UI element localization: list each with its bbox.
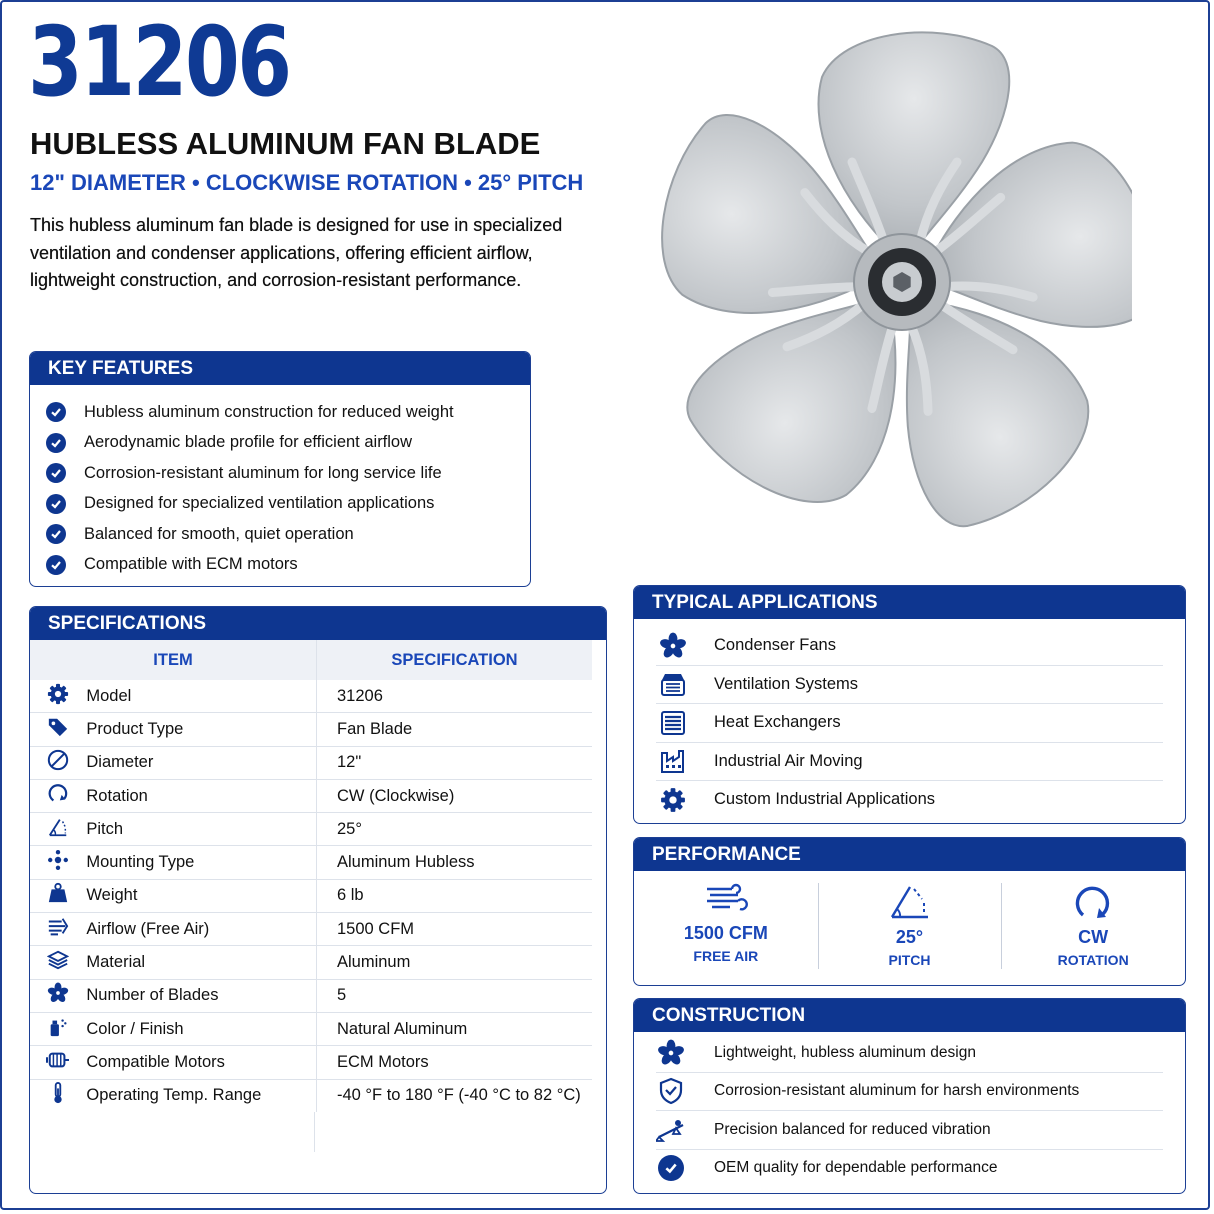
- rotation-icon: [47, 783, 69, 805]
- table-row: Rotation CW (Clockwise): [30, 779, 592, 812]
- col-header-specification: SPECIFICATION: [317, 640, 593, 680]
- motor-icon: [46, 1049, 70, 1071]
- list-item: Custom Industrial Applications: [656, 781, 1163, 819]
- performance-rotation: CW ROTATION: [1001, 871, 1185, 985]
- check-icon: [46, 433, 66, 453]
- check-icon: [658, 1155, 684, 1181]
- table-row: Operating Temp. Range -40 °F to 180 °F (-40 °C to 82 °C): [30, 1079, 592, 1112]
- performance-card: [633, 837, 1186, 986]
- table-row: Diameter 12": [30, 746, 592, 779]
- applications-card: [633, 585, 1186, 824]
- pitch-icon: [888, 881, 932, 921]
- rotation-icon: [1071, 881, 1115, 921]
- page-title: HUBLESS ALUMINUM FAN BLADE: [30, 126, 541, 161]
- list-item: Precision balanced for reduced vibration: [656, 1111, 1163, 1150]
- thermometer-icon: [47, 1081, 69, 1105]
- mounting-icon: [47, 849, 69, 871]
- table-row: Airflow (Free Air) 1500 CFM: [30, 913, 592, 946]
- key-features-heading: KEY FEATURES: [30, 352, 530, 385]
- tag-icon: [47, 716, 69, 738]
- pitch-icon: [47, 816, 69, 838]
- heat-exchanger-icon: [659, 709, 687, 737]
- check-icon: [46, 463, 66, 483]
- table-row: Color / Finish Natural Aluminum: [30, 1012, 592, 1045]
- weight-icon: [47, 882, 69, 904]
- fan-icon: [659, 632, 687, 660]
- ventilation-icon: [659, 670, 687, 698]
- list-item: Lightweight, hubless aluminum design: [656, 1034, 1163, 1073]
- factory-icon: [659, 747, 687, 775]
- specifications-heading: SPECIFICATIONS: [30, 607, 606, 640]
- key-features-card: [29, 351, 531, 587]
- gear-icon: [660, 787, 686, 813]
- list-item: Condenser Fans: [656, 627, 1163, 666]
- page-subtitle: 12" DIAMETER • CLOCKWISE ROTATION • 25° PITCH: [30, 170, 584, 195]
- feature-item: Aerodynamic blade profile for efficient airflow: [46, 428, 530, 459]
- check-icon: [46, 555, 66, 575]
- table-row: Material Aluminum: [30, 946, 592, 979]
- airflow-icon: [47, 916, 69, 938]
- fan-icon: [657, 1039, 685, 1067]
- model-number: 31206: [28, 6, 290, 118]
- check-icon: [46, 402, 66, 422]
- construction-card: [633, 998, 1186, 1194]
- feature-item: Designed for specialized ventilation applications: [46, 489, 530, 520]
- layers-icon: [47, 949, 69, 971]
- applications-heading: TYPICAL APPLICATIONS: [634, 586, 1185, 619]
- fan-icon: [47, 982, 69, 1004]
- specifications-card: [29, 606, 607, 1194]
- list-item: Corrosion-resistant aluminum for harsh environments: [656, 1073, 1163, 1112]
- check-icon: [46, 494, 66, 514]
- product-description: This hubless aluminum fan blade is designed for use in specialized ventilation and condenser applications, offering efficient airflow, lightweight construction, and corrosion-resistant performance.: [30, 215, 563, 290]
- specifications-table: [30, 640, 592, 1112]
- table-row: Number of Blades 5: [30, 979, 592, 1012]
- shield-icon: [658, 1077, 684, 1105]
- col-header-item: ITEM: [30, 640, 317, 680]
- airflow-icon: [704, 881, 748, 917]
- check-icon: [46, 524, 66, 544]
- performance-airflow: 1500 CFM FREE AIR: [634, 871, 818, 985]
- feature-item: Corrosion-resistant aluminum for long service life: [46, 458, 530, 489]
- balance-icon: [656, 1117, 686, 1143]
- performance-heading: PERFORMANCE: [634, 838, 1185, 871]
- list-item: Ventilation Systems: [656, 666, 1163, 705]
- list-item: OEM quality for dependable performance: [656, 1150, 1163, 1188]
- gear-icon: [47, 683, 69, 705]
- table-row: Weight 6 lb: [30, 879, 592, 912]
- feature-item: Compatible with ECM motors: [46, 550, 530, 581]
- construction-heading: CONSTRUCTION: [634, 999, 1185, 1032]
- feature-item: Hubless aluminum construction for reduced weight: [46, 397, 530, 428]
- table-row: Compatible Motors ECM Motors: [30, 1046, 592, 1079]
- feature-item: Balanced for smooth, quiet operation: [46, 519, 530, 550]
- list-item: Heat Exchangers: [656, 704, 1163, 743]
- spray-icon: [47, 1016, 69, 1038]
- table-row: Model 31206: [30, 680, 592, 713]
- table-row: Product Type Fan Blade: [30, 713, 592, 746]
- table-row: Mounting Type Aluminum Hubless: [30, 846, 592, 879]
- performance-pitch: 25° PITCH: [818, 871, 1002, 985]
- column-divider: [314, 1112, 315, 1152]
- table-row: Pitch 25°: [30, 813, 592, 846]
- fan-blade-image: [632, 22, 1132, 542]
- list-item: Industrial Air Moving: [656, 743, 1163, 782]
- diameter-icon: [47, 749, 69, 771]
